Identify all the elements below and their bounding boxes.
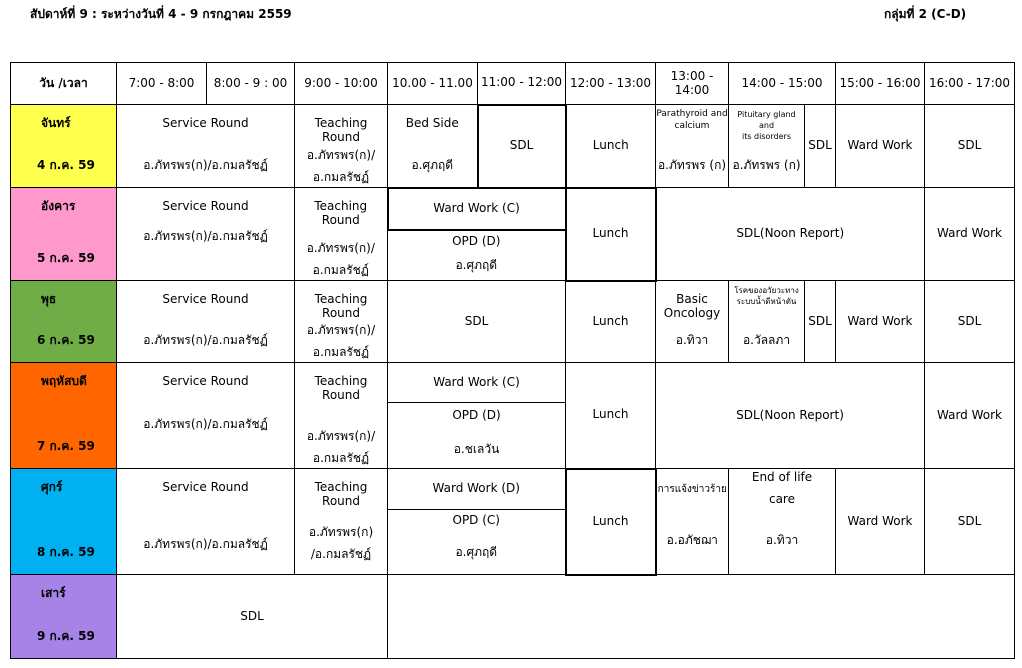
activity-label: Service Round xyxy=(162,116,249,130)
activity-label: Bed Side xyxy=(405,116,459,130)
teaching-round-cell xyxy=(295,188,388,281)
staff-label: อ.ภัทรพร (ก) xyxy=(732,158,801,173)
staff-label: อ.ศุภฤดี xyxy=(455,545,498,559)
service-round-cell xyxy=(117,469,295,575)
sdl-cell: SDL xyxy=(925,469,1015,575)
sdl-noon-report-cell: SDL(Noon Report) xyxy=(656,188,925,281)
teaching-round-cell xyxy=(295,363,388,469)
activity-label: โรคของอวัยวะทาง xyxy=(734,286,799,295)
day-name: เสาร์ xyxy=(41,586,66,600)
day-name: ศุกร์ xyxy=(41,480,63,494)
ward-work-c-cell: Ward Work (C) xyxy=(388,188,566,230)
sdl-cell: SDL xyxy=(925,105,1015,188)
day-cell-monday xyxy=(11,105,117,188)
row-thursday xyxy=(11,363,1015,403)
day-name: พุธ xyxy=(41,292,57,306)
activity-label: Service Round xyxy=(162,480,249,494)
day-name: อังคาร xyxy=(41,199,76,213)
lunch-cell: Lunch xyxy=(566,469,656,575)
biliary-cell xyxy=(729,281,805,363)
staff-label: อ.ภัทรพร(ก)/อ.กมลรัชฏ์ xyxy=(143,417,268,432)
col-header-1100: 11:00 - 12:00 xyxy=(478,63,566,105)
opd-cell xyxy=(388,230,566,281)
service-round-cell xyxy=(117,188,295,281)
sdl-cell: SDL xyxy=(925,281,1015,363)
sdl-cell: SDL xyxy=(478,105,566,188)
activity-label: Teaching Round xyxy=(314,292,368,320)
col-header-1600: 16:00 - 17:00 xyxy=(925,63,1015,105)
staff-label: อ.กมลรัชฏ์ xyxy=(312,170,370,185)
opd-cell xyxy=(388,510,566,575)
day-date: 5 ก.ค. 59 xyxy=(37,251,95,266)
row-monday xyxy=(11,105,1015,188)
activity-label: การแจ้งข่าวร้าย xyxy=(657,484,727,495)
activity-label: its disorders xyxy=(741,131,792,141)
end-of-life-cell xyxy=(729,469,836,575)
ward-work-cell: Ward Work xyxy=(925,188,1015,281)
activity-label: Teaching Round xyxy=(314,480,368,508)
day-cell-tuesday xyxy=(11,188,117,281)
staff-label: อ.ภัทรพร(ก)/อ.กมลรัชฏ์ xyxy=(143,158,268,173)
day-date: 8 ก.ค. 59 xyxy=(37,545,95,560)
staff-label: อ.ทิวา xyxy=(765,533,799,548)
sdl-noon-report-cell: SDL(Noon Report) xyxy=(656,363,925,469)
empty-cell xyxy=(388,575,1015,659)
activity-label: Teaching Round xyxy=(314,374,368,402)
activity-label: calcium xyxy=(674,120,710,131)
opd-cell xyxy=(388,403,566,469)
col-header-1300: 13:00 - 14:00 xyxy=(656,63,729,105)
ward-work-cell: Ward Work xyxy=(836,281,925,363)
breaking-news-cell xyxy=(656,469,729,575)
row-friday xyxy=(11,469,1015,510)
row-wednesday xyxy=(11,281,1015,363)
sdl-cell: SDL xyxy=(805,281,836,363)
col-header-day-time: วัน /เวลา xyxy=(11,63,117,105)
schedule-table xyxy=(10,62,1015,659)
staff-label: อ.ภัทรพร(ก)/อ.กมลรัชฏ์ xyxy=(143,229,268,244)
day-date: 6 ก.ค. 59 xyxy=(37,333,95,348)
staff-label: อ.ภัทรพร(ก)/ xyxy=(306,148,376,163)
bedside-cell xyxy=(388,105,478,188)
sdl-cell: SDL xyxy=(805,105,836,188)
staff-label: อ.ภัทรพร(ก)/อ.กมลรัชฏ์ xyxy=(143,333,268,348)
day-name: จันทร์ xyxy=(41,116,71,130)
staff-label: อ.ภัทรพร(ก)/ xyxy=(306,241,375,256)
group-label: กลุ่มที่ 2 (C-D) xyxy=(884,7,967,21)
col-header-0700: 7:00 - 8:00 xyxy=(117,63,207,105)
ward-work-c-cell: Ward Work (C) xyxy=(388,363,566,403)
staff-label: อ.กมลรัชฏ์ xyxy=(312,263,369,278)
staff-label: อ.ศุภฤดี xyxy=(411,157,454,172)
staff-label: อ.ภัทรพร(ก) xyxy=(308,525,374,540)
ward-work-cell: Ward Work xyxy=(836,105,925,188)
staff-label: อ.ภัทรพร(ก)/ xyxy=(306,429,376,444)
day-cell-friday xyxy=(11,469,117,575)
day-cell-wednesday xyxy=(11,281,117,363)
day-date: 9 ก.ค. 59 xyxy=(37,629,95,644)
teaching-round-cell xyxy=(295,105,388,188)
day-cell-saturday xyxy=(11,575,117,659)
col-header-1200: 12:00 - 13:00 xyxy=(566,63,656,105)
activity-label: ระบบน้ำดีหน้าตัน xyxy=(736,296,797,306)
teaching-round-cell xyxy=(295,281,388,363)
service-round-cell xyxy=(117,281,295,363)
service-round-cell xyxy=(117,363,295,469)
lunch-cell: Lunch xyxy=(566,105,656,188)
activity-label: Teaching Round xyxy=(314,199,368,227)
row-tuesday xyxy=(11,188,1015,230)
staff-label: อ.ศุภฤดี xyxy=(455,257,498,272)
staff-label: /อ.กมลรัชฏ์ xyxy=(310,547,372,562)
basic-oncology-cell xyxy=(656,281,729,363)
activity-label: Service Round xyxy=(162,292,249,306)
activity-label: Service Round xyxy=(162,374,249,388)
staff-label: อ.ชเลวัน xyxy=(453,442,500,456)
lunch-cell: Lunch xyxy=(566,188,656,281)
col-header-0900: 9:00 - 10:00 xyxy=(295,63,388,105)
staff-label: อ.อภัชฌา xyxy=(666,533,718,548)
staff-label: อ.กมลรัชฏ์ xyxy=(312,451,370,466)
col-header-0800: 8:00 - 9 : 00 xyxy=(207,63,295,105)
pituitary-cell xyxy=(729,105,805,188)
activity-label: Service Round xyxy=(162,199,249,213)
col-header-1000: 10.00 - 11.00 xyxy=(388,63,478,105)
activity-label: Teaching Round xyxy=(314,116,368,144)
day-name: พฤหัสบดี xyxy=(41,374,87,388)
ward-work-cell: Ward Work xyxy=(925,363,1015,469)
service-round-cell xyxy=(117,105,295,188)
activity-label: Parathyroid and xyxy=(656,109,728,119)
ward-work-cell: Ward Work xyxy=(836,469,925,575)
lunch-cell: Lunch xyxy=(566,281,656,363)
day-date: 4 ก.ค. 59 xyxy=(37,158,95,173)
parathyroid-cell xyxy=(656,105,729,188)
activity-label: OPD (D) xyxy=(452,408,501,422)
sdl-cell: SDL xyxy=(117,575,388,659)
row-saturday xyxy=(11,575,1015,659)
staff-label: อ.ภัทรพร (ก) xyxy=(657,158,727,173)
week-title: สัปดาห์ที่ 9 : ระหว่างวันที่ 4 - 9 กรกฎาคม 2559 xyxy=(30,7,292,21)
teaching-round-cell xyxy=(295,469,388,575)
staff-label: อ.ภัทรพร(ก)/ xyxy=(306,323,376,338)
col-header-1400: 14:00 - 15:00 xyxy=(729,63,836,105)
activity-label: Basic Oncology xyxy=(663,292,721,320)
staff-label: อ.ภัทรพร(ก)/อ.กมลรัชฏ์ xyxy=(143,537,268,552)
activity-label: care xyxy=(768,491,795,506)
sdl-cell: SDL xyxy=(388,281,566,363)
ward-work-d-cell: Ward Work (D) xyxy=(388,469,566,510)
header-row xyxy=(11,63,1015,105)
activity-label: End of life xyxy=(751,470,813,484)
day-cell-thursday xyxy=(11,363,117,469)
activity-label: OPD (C) xyxy=(452,513,500,527)
lunch-cell: Lunch xyxy=(566,363,656,469)
staff-label: อ.วัลลภา xyxy=(742,333,791,348)
day-date: 7 ก.ค. 59 xyxy=(37,439,95,454)
col-header-1500: 15:00 - 16:00 xyxy=(836,63,925,105)
activity-label: OPD (D) xyxy=(452,233,501,248)
staff-label: อ.กมลรัชฏ์ xyxy=(312,345,370,360)
activity-label: Pituitary gland and xyxy=(737,110,796,130)
staff-label: อ.ทิวา xyxy=(675,333,709,348)
